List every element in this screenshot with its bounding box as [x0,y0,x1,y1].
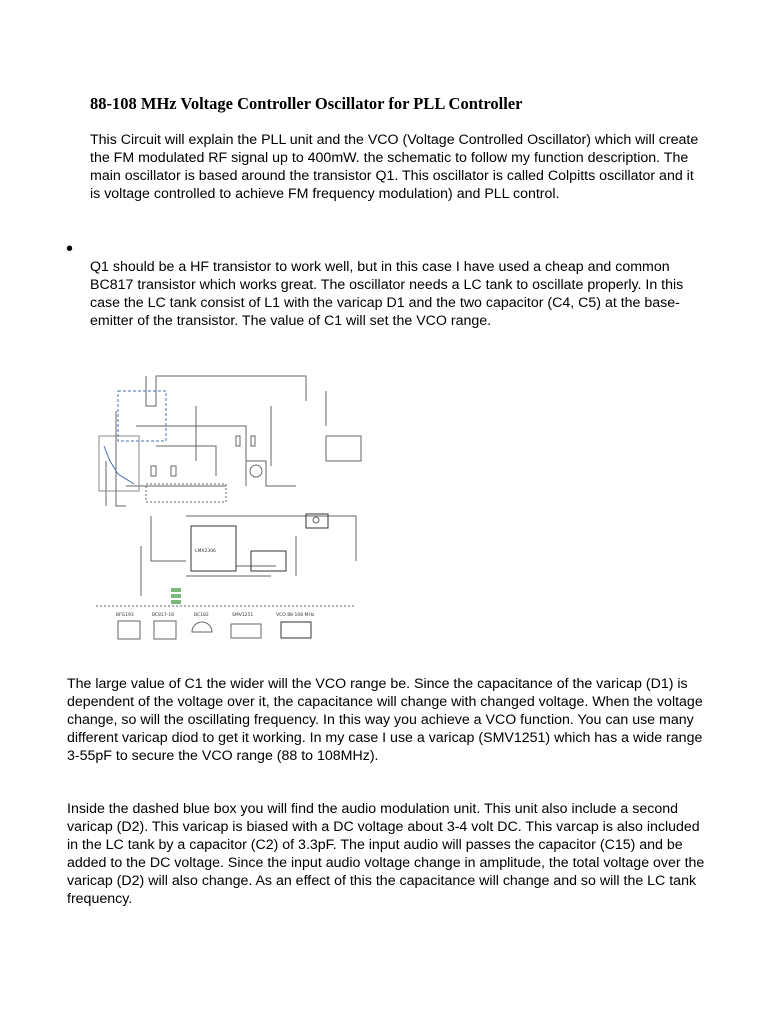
document-title: 88-108 MHz Voltage Controller Oscillator for PLL Controller [90,94,523,113]
part-label-1: BFG193 [116,613,134,618]
part-label-3: BC182 [194,613,209,618]
paragraph-oscillator: Q1 should be a HF transistor to work well, but in this case I have used a cheap and common BC817 transistor which works great. The oscillator needs a LC tank to oscillate properly. In this case the LC tank consist of L1 with the varicap D1 and the two capacitor (C4, C5) at the base-emitter of the transistor. The value of C1 will set the VCO range. [90,259,684,329]
part-label-5: VCO 88-108 MHz [276,613,315,618]
paragraph-varicap: The large value of C1 the wider will the VCO range be. Since the capacitance of the varicap (D1) is dependent of the voltage over it, the capacitance will change with changed voltage. When the voltage change, so will the oscillating frequency. In this way you achieve a VCO function. You can use many different varicap diod to get it working. In my case I use a varicap (SMV1251) which has a wide range 3-55pF to secure the VCO range (88 to 108MHz). [67,676,703,764]
paragraph-audio-modulation: Inside the dashed blue box you will find the audio modulation unit. This unit also include a second varicap (D2). This varicap is biased with a DC voltage about 3-4 volt DC. This varcap is also included in the LC tank by a capacitor (C2) of 3.3pF. The input audio will passes the capacitor (C15) and be added to the DC voltage. Since the input audio voltage change in amplitude, the total voltage over the varicap (D2) will also change. As an effect of this the capacitance will change and so will the LC tank frequency. [67,801,705,907]
bullet-marker: • [66,238,74,260]
chip-label: LMX2306 [195,549,216,554]
part-label-2: BC817-16 [152,613,175,618]
paragraph-intro: This Circuit will explain the PLL unit and the VCO (Voltage Controlled Oscillator) which will create the FM modulated RF signal up to 400mW. the schematic to follow my function description. The main oscillator is based around the transistor Q1. This oscillator is called Colpitts oscillator and it is voltage controlled to achieve FM frequency modulation) and PLL control. [90,132,699,202]
part-label-4: SMV1251 [232,613,254,618]
schematic-image [96,366,364,648]
